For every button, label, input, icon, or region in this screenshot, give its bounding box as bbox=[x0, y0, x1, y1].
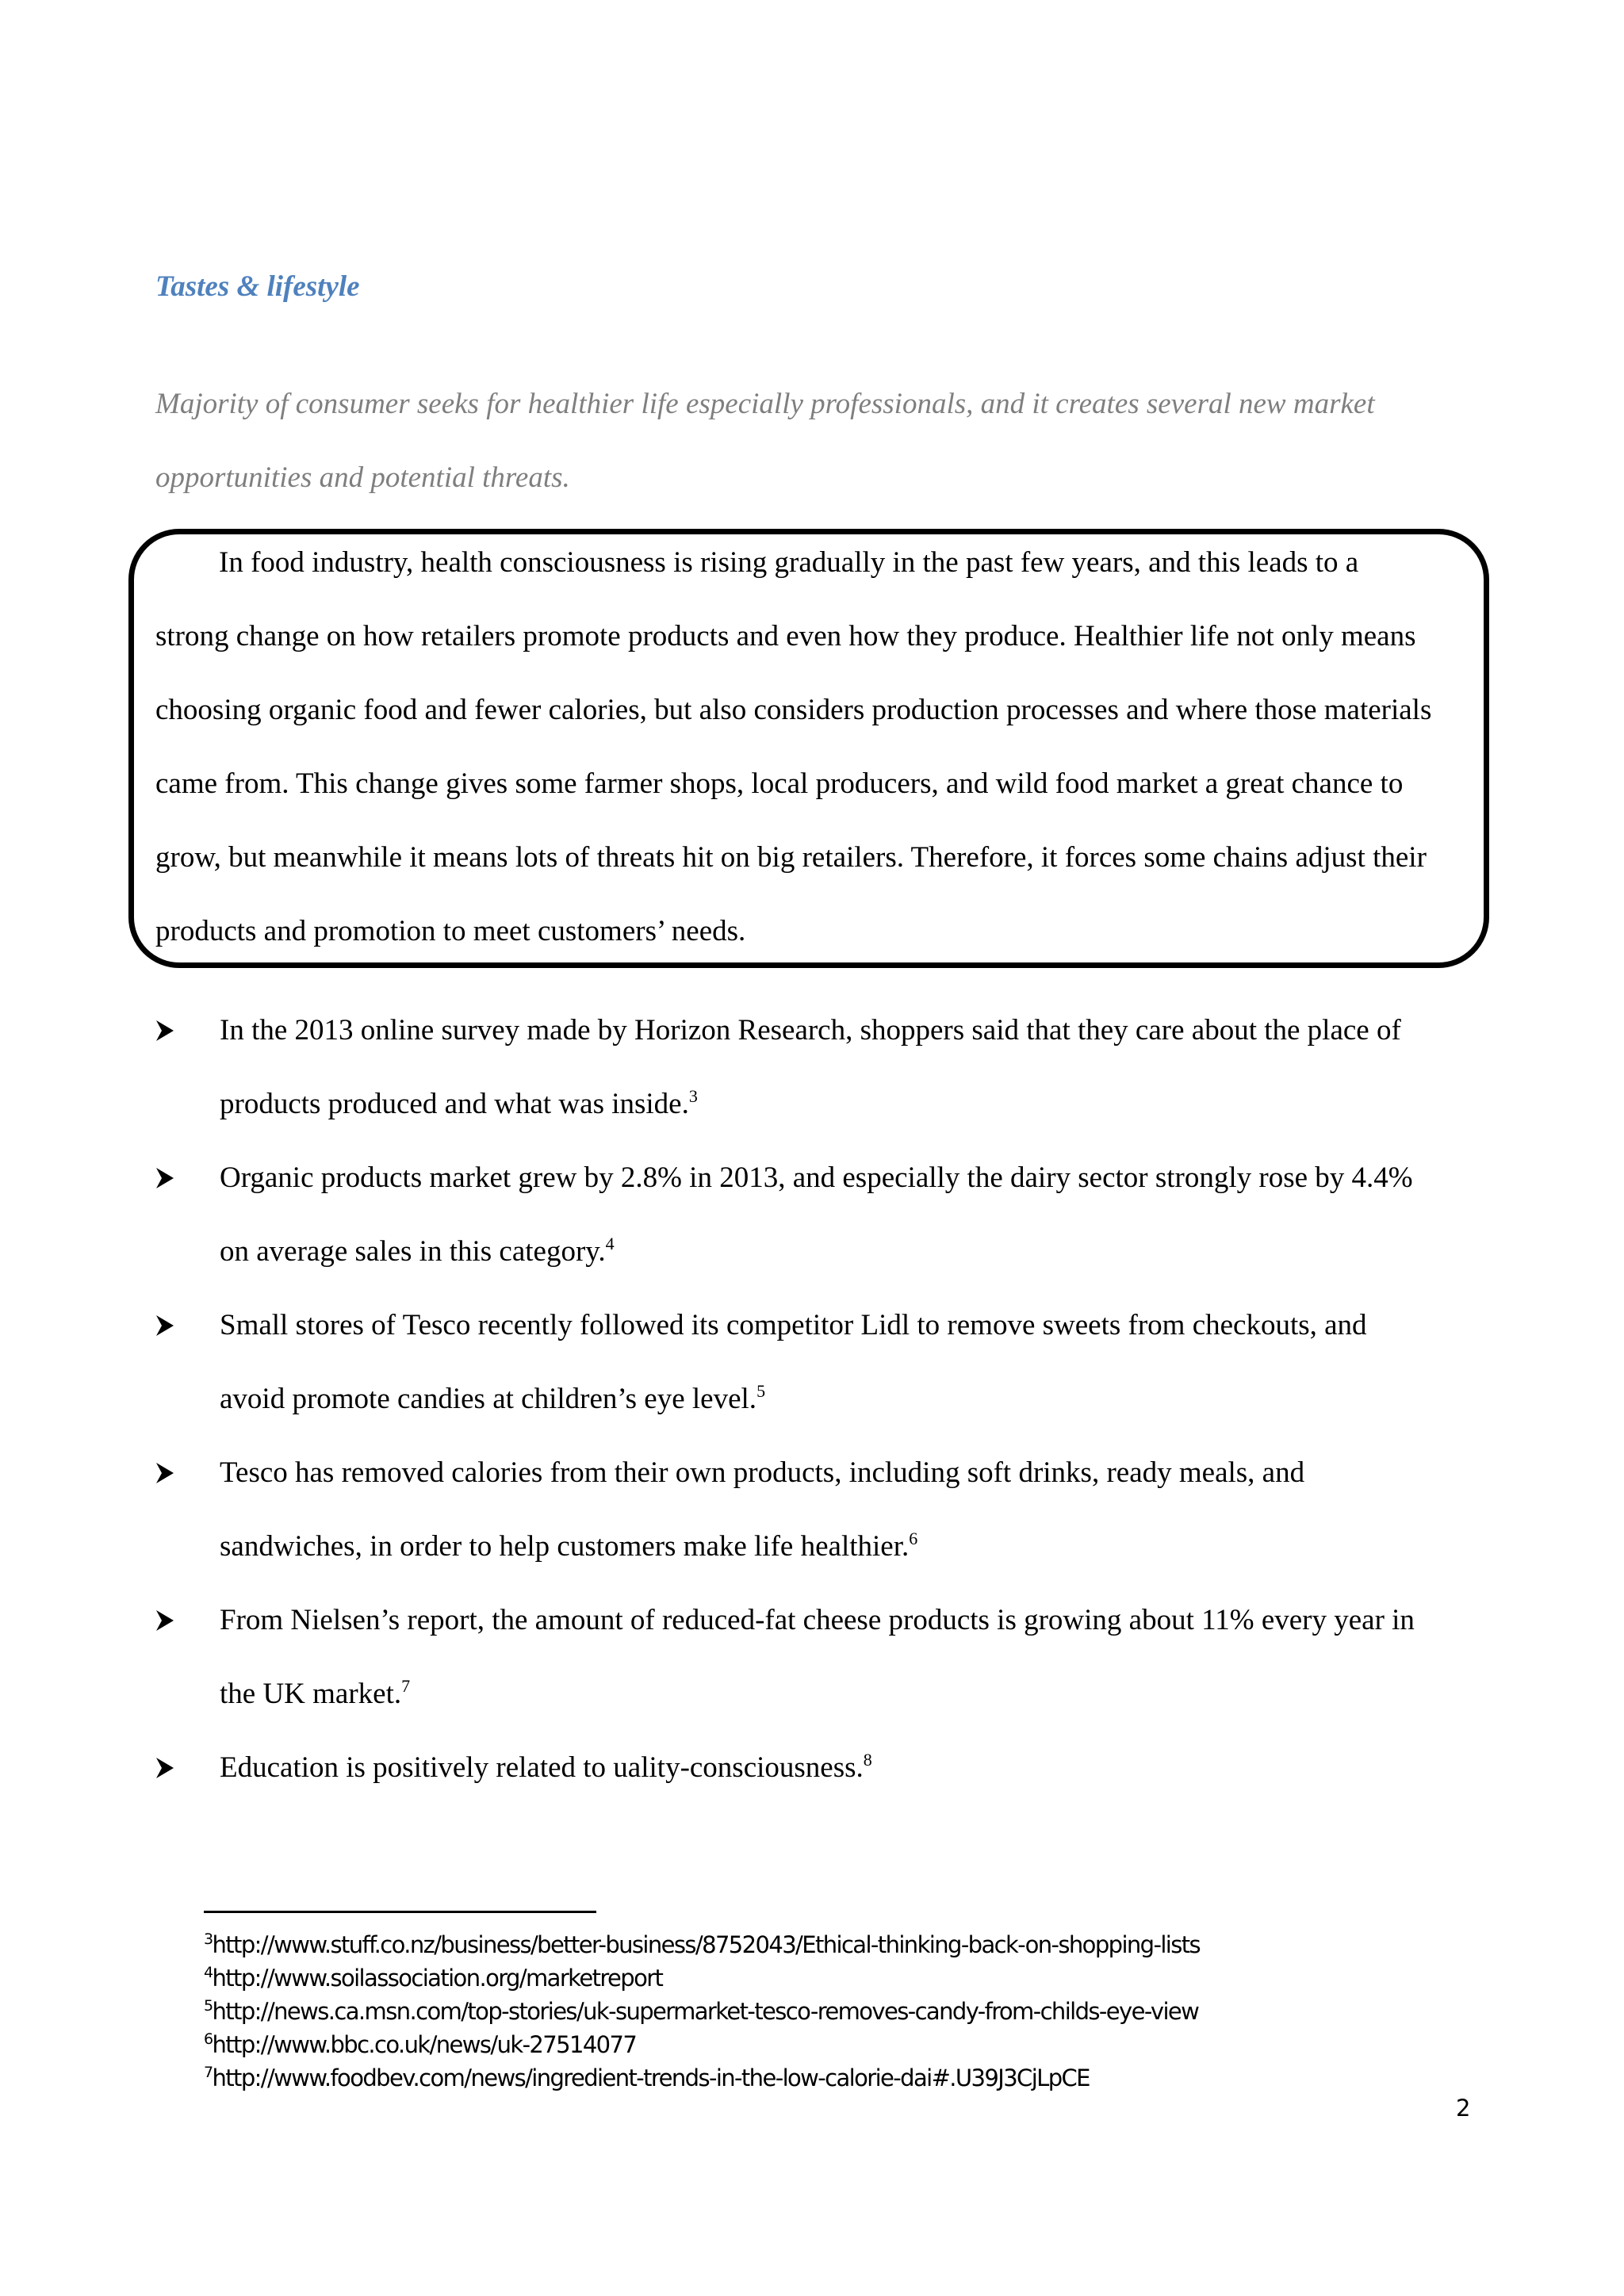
bullet-line: products produced and what was inside. bbox=[220, 1088, 689, 1120]
footnote-number: 4 bbox=[204, 1964, 213, 1981]
bullet-item bbox=[155, 1141, 1488, 1288]
footnote-ref[interactable]: 3 bbox=[688, 1086, 698, 1106]
footnote-number: 6 bbox=[204, 2030, 213, 2048]
subtitle-line: Majority of consumer seeks for healthier life especially professionals, and it creates several new market bbox=[155, 388, 1375, 420]
bullet-line: From Nielsen’s report, the amount of reduced-fat cheese products is growing about 11% every year in bbox=[220, 1604, 1415, 1636]
footnote-link[interactable]: http://www.foodbev.com/news/ingredient-trends-in-the-low-calorie-dai#.U39J3CjLpCE bbox=[212, 2064, 1090, 2091]
footnote bbox=[204, 2061, 1200, 2095]
footnote bbox=[204, 2028, 1200, 2061]
bullet-line: Education is positively related to uality-consciousness. bbox=[220, 1751, 864, 1784]
bullet-line: Tesco has removed calories from their own products, including soft drinks, ready meals, and bbox=[220, 1456, 1305, 1489]
section-subtitle bbox=[155, 367, 1472, 515]
bullet-item bbox=[155, 1436, 1488, 1583]
callout-line: choosing organic food and fewer calories, but also considers production processes and where those materials bbox=[155, 694, 1432, 726]
bullet-item bbox=[155, 993, 1488, 1141]
callout-line: grow, but meanwhile it means lots of threats hit on big retailers. Therefore, it forces some chains adjust their bbox=[155, 841, 1427, 874]
footnote-link[interactable]: http://www.stuff.co.nz/business/better-business/8752043/Ethical-thinking-back-on-shopping-lists bbox=[212, 1931, 1201, 1958]
arrow-bullet-icon bbox=[155, 1583, 179, 1657]
footnote-number: 7 bbox=[204, 2064, 213, 2081]
callout-line: strong change on how retailers promote products and even how they produce. Healthier life not only means bbox=[155, 620, 1416, 652]
footnote bbox=[204, 1995, 1200, 2028]
arrow-bullet-icon bbox=[155, 1141, 179, 1215]
arrow-bullet-icon bbox=[155, 1288, 179, 1362]
footnote bbox=[204, 1928, 1200, 1961]
bullet-line: avoid promote candies at children’s eye level. bbox=[220, 1383, 757, 1415]
callout-line: came from. This change gives some farmer shops, local producers, and wild food market a great chance to bbox=[155, 767, 1404, 800]
footnote-link[interactable]: http://www.soilassociation.org/marketreport bbox=[212, 1965, 663, 1992]
bullet-line: the UK market. bbox=[220, 1678, 402, 1710]
footnote-ref[interactable]: 7 bbox=[401, 1676, 411, 1696]
section-heading: Tastes & lifestyle bbox=[155, 270, 360, 303]
bullet-line: on average sales in this category. bbox=[220, 1235, 606, 1268]
footnote-ref[interactable]: 8 bbox=[863, 1750, 872, 1770]
footnote-link[interactable]: http://www.bbc.co.uk/news/uk-27514077 bbox=[212, 2031, 637, 2058]
arrow-bullet-icon bbox=[155, 993, 179, 1067]
footnote-ref[interactable]: 6 bbox=[909, 1529, 918, 1548]
footnote-number: 3 bbox=[204, 1931, 213, 1948]
bullet-item bbox=[155, 1288, 1488, 1436]
bullet-line: sandwiches, in order to help customers make life healthier. bbox=[220, 1530, 910, 1563]
bullet-item bbox=[155, 1583, 1488, 1731]
callout-paragraph bbox=[155, 526, 1480, 968]
callout-line: products and promotion to meet customers’ needs. bbox=[155, 915, 746, 947]
footnote bbox=[204, 1961, 1200, 1995]
footnote-number: 5 bbox=[204, 1997, 213, 2015]
subtitle-line: opportunities and potential threats. bbox=[155, 461, 570, 494]
footnote-ref[interactable]: 4 bbox=[605, 1234, 615, 1253]
bullet-list bbox=[155, 993, 1488, 1804]
arrow-bullet-icon bbox=[155, 1731, 179, 1804]
bullet-line: Small stores of Tesco recently followed its competitor Lidl to remove sweets from checkouts, and bbox=[220, 1309, 1367, 1341]
page-number: 2 bbox=[1456, 2095, 1471, 2122]
footnote-ref[interactable]: 5 bbox=[756, 1381, 766, 1401]
arrow-bullet-icon bbox=[155, 1436, 179, 1510]
footnote-link[interactable]: http://news.ca.msn.com/top-stories/uk-supermarket-tesco-removes-candy-from-childs-eye-view bbox=[212, 1998, 1199, 2025]
bullet-item bbox=[155, 1731, 1488, 1804]
bullet-line: Organic products market grew by 2.8% in 2013, and especially the dairy sector strongly rose by 4.4% bbox=[220, 1161, 1413, 1194]
footnote-separator bbox=[204, 1911, 596, 1913]
bullet-line: In the 2013 online survey made by Horizon Research, shoppers said that they care about the place of bbox=[220, 1014, 1401, 1047]
footnotes bbox=[204, 1928, 1200, 2095]
callout-line: In food industry, health consciousness is rising gradually in the past few years, and this leads to a bbox=[219, 546, 1359, 579]
